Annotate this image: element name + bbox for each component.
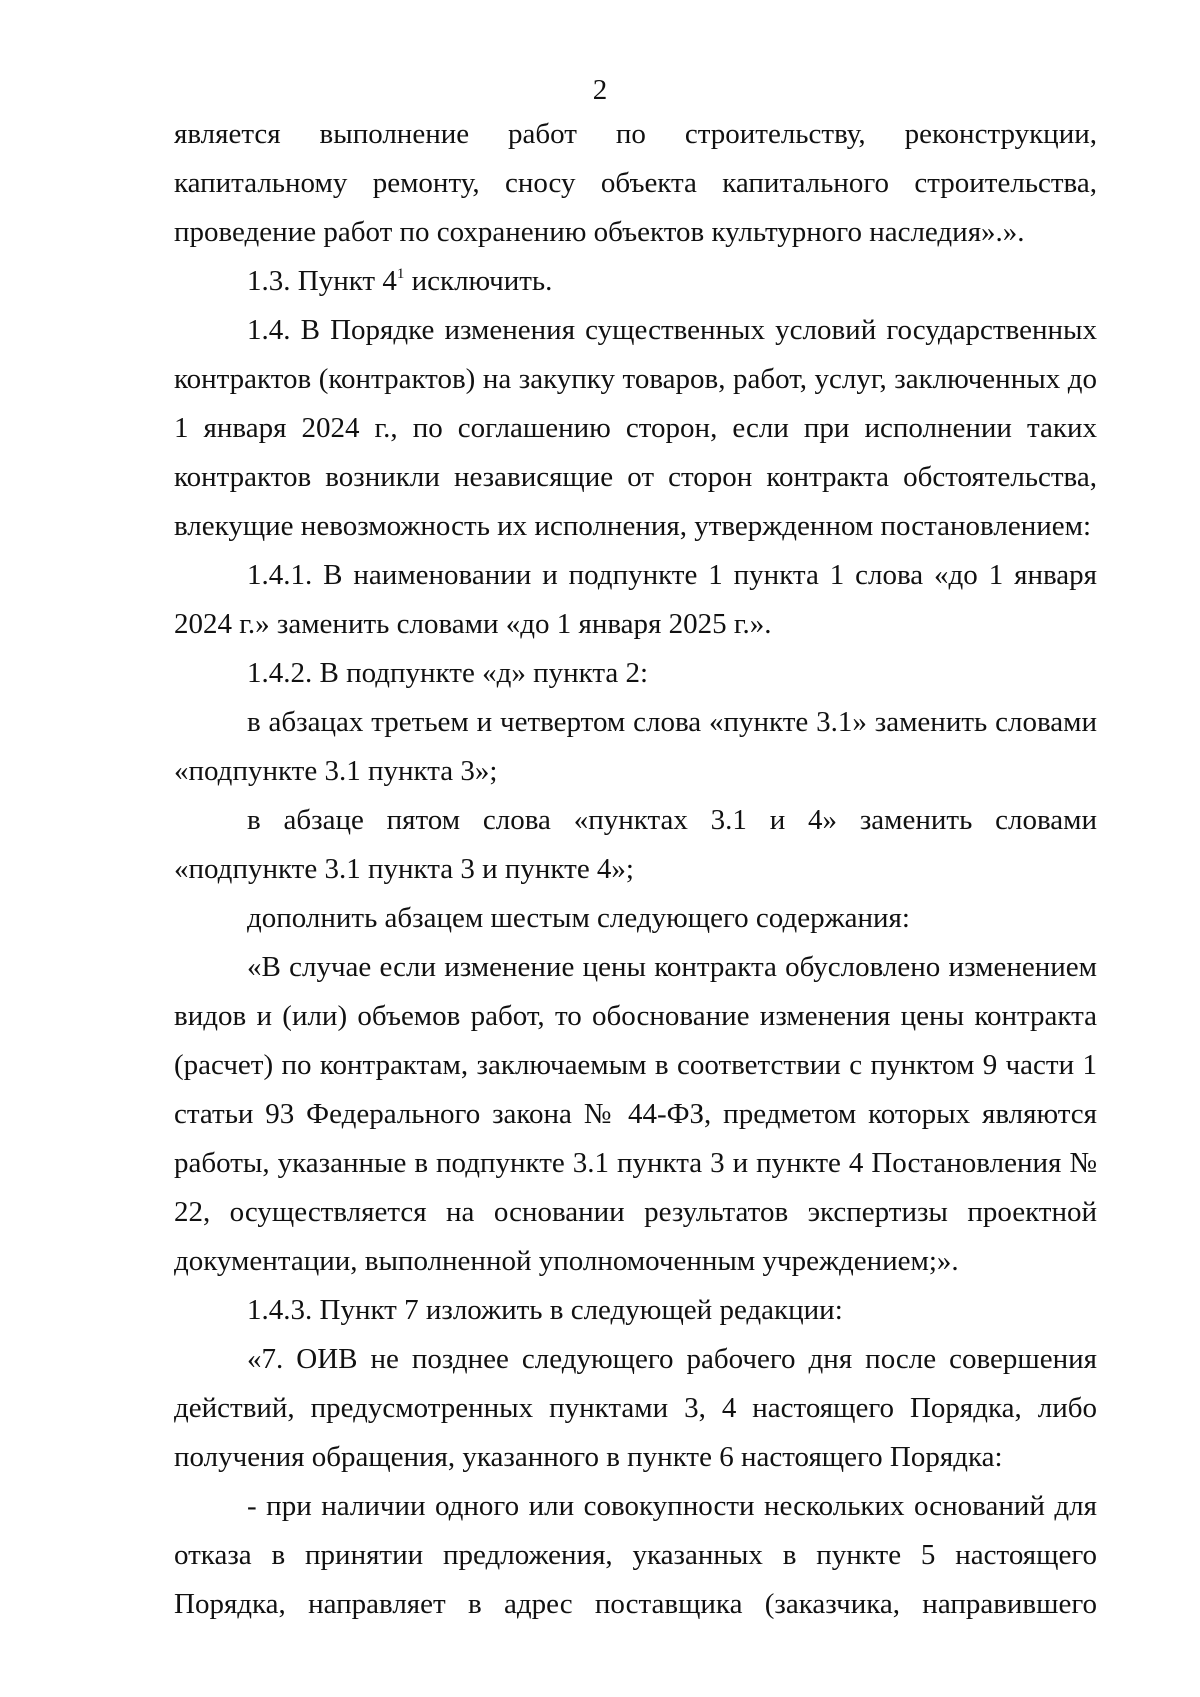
page-number: 2 [592,74,608,106]
paragraph-1-4-3: 1.4.3. Пункт 7 изложить в следующей редакции: [247,1294,843,1326]
paragraph-quote-7: «7. ОИВ не позднее следующего рабочего дня после совершения действий, предусмотренных пунктами 3, 4 настоящего Порядка, либо получения обращения, указанного в пункте 6 настоящего Порядка: [174,1343,1097,1473]
paragraph-1-4: 1.4. В Порядке изменения существенных условий государственных контрактов (контрактов) на закупку товаров, работ, услуг, заключенных до 1 января 2024 г., по соглашению сторон, если при исполнении таких контрактов возникли независящие от сторон контракта обстоятельства, влекущие невозможность их исполнения, утвержденном постановлением: [174,314,1097,542]
paragraph-1-4-1: 1.4.1. В наименовании и подпункте 1 пункта 1 слова «до 1 января 2024 г.» заменить словами «до 1 января 2025 г.». [174,559,1097,640]
paragraph-dopolnit: дополнить абзацем шестым следующего содержания: [247,902,910,934]
paragraph-quote-6: «В случае если изменение цены контракта обусловлено изменением видов и (или) объемов работ, то обоснование изменения цены контракта (расчет) по контрактам, заключаемым в соответствии с пунктом 9 части 1 статьи 93 Федерального закона № 44-ФЗ, предметом которых являются работы, указанные в подпункте 3.1 пункта 3 и пункте 4 Постановления № 22, осуществляется на основании результатов экспертизы проектной документации, выполненной уполномоченным учреждением;». [174,951,1097,1277]
paragraph-1-3-text: 1.3. Пункт 4 [247,265,397,297]
document-body [174,110,1097,1629]
paragraph-1-3-tail: исключить. [404,265,553,297]
paragraph-abzac-5: в абзаце пятом слова «пунктах 3.1 и 4» заменить словами «подпункте 3.1 пункта 3 и пункте 4»; [174,804,1097,885]
paragraph-dash: - при наличии одного или совокупности нескольких оснований для отказа в принятии предложения, указанных в пункте 5 настоящего Порядка, направляет в адрес поставщика (заказчика, направившего [174,1490,1097,1620]
paragraph-continuation: является выполнение работ по строительству, реконструкции, капитальному ремонту, сносу объекта капитального строительства, проведение работ по сохранению объектов культурного наследия».». [174,118,1097,248]
superscript-index: 1 [396,266,405,282]
paragraph-1-4-2: 1.4.2. В подпункте «д» пункта 2: [247,657,649,689]
paragraph-abzac-3-4: в абзацах третьем и четвертом слова «пункте 3.1» заменить словами «подпункте 3.1 пункта 3»; [174,706,1097,787]
paragraph-1-3 [174,257,1097,306]
